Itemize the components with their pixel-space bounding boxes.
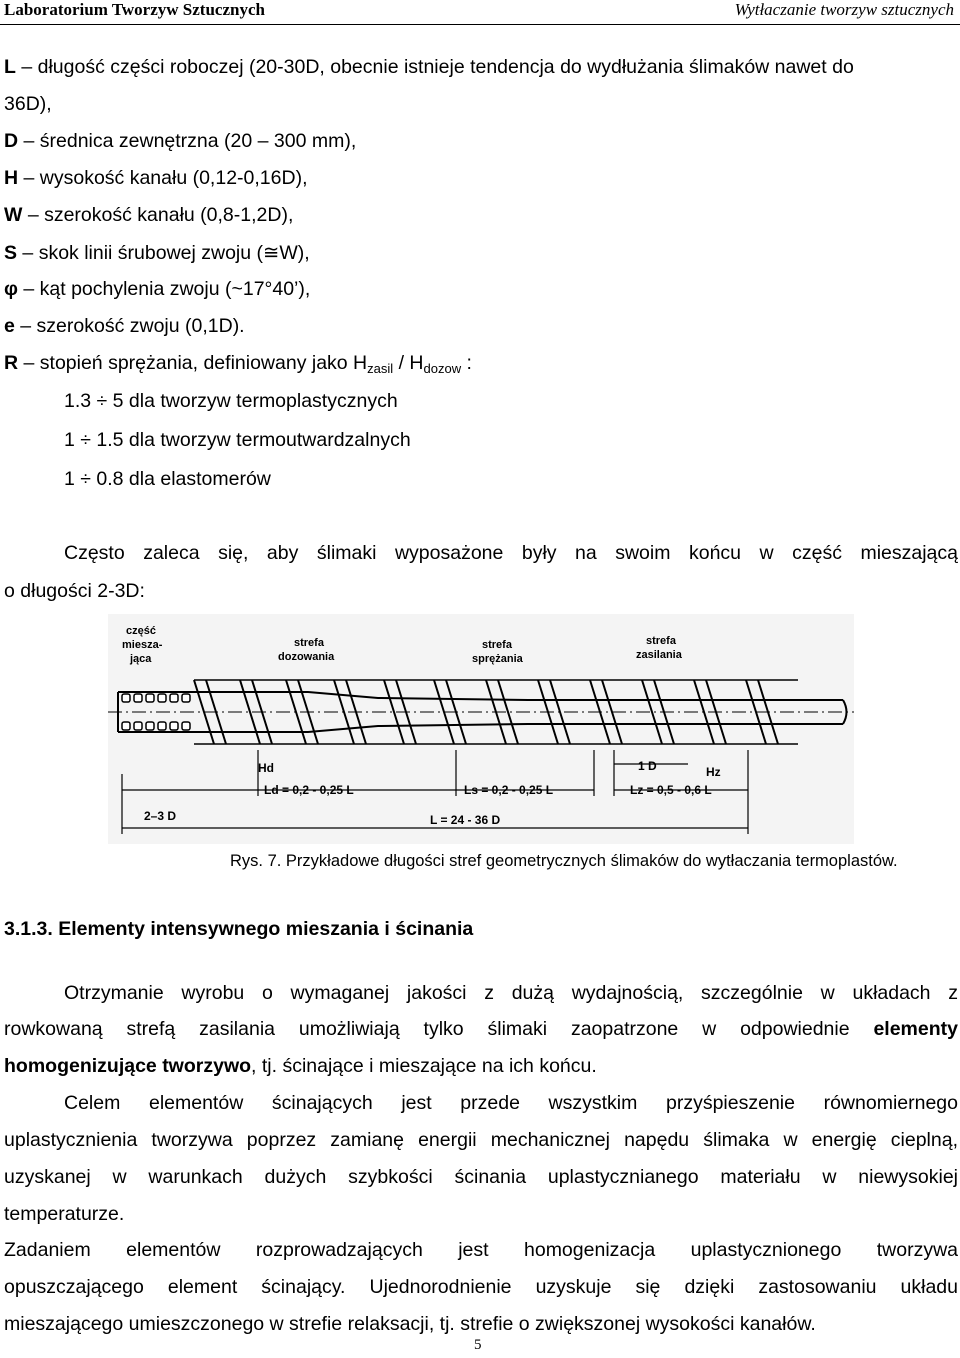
def-text: – długość części roboczej (20-30D, obecnie istnieje tendencja do wydłużania ślimaków nawet do	[15, 56, 854, 78]
def-S	[4, 241, 310, 265]
screw-diagram	[108, 614, 854, 844]
page-number: 5	[474, 1337, 482, 1353]
def-phi	[4, 278, 310, 301]
def-symbol: φ	[4, 278, 18, 300]
para4-line1: Zadaniem elementów rozprowadzających jest homogenizacja uplastycznionego tworzywa	[4, 1239, 958, 1261]
label-dosing-1: strefa	[294, 637, 324, 649]
def-symbol: W	[4, 204, 23, 226]
def-text: – szerokość kanału (0,8-1,2D),	[22, 204, 294, 226]
para1-line1: Często zaleca się, aby ślimaki wyposażone były na swoim końcu w część mieszającą	[64, 542, 958, 564]
para2-line1: Otrzymanie wyrobu o wymaganej jakości z dużą wydajnością, szczególnie w układach z	[64, 982, 958, 1004]
para2-line2-text: rowkowaną strefą zasilania umożliwiają tylko ślimaki zaopatrzone w odpowiednie	[4, 1018, 874, 1040]
def-text: – średnica zewnętrzna (20 – 300 mm),	[18, 130, 357, 152]
def-symbol: R	[4, 352, 19, 374]
para2-line3-text: , tj. ścinające i mieszające na ich końcu.	[251, 1055, 597, 1077]
para3-line2: uplastycznienia tworzywa poprzez zamianę energii mechanicznej napędu ślimaka w energię cieplną,	[4, 1129, 958, 1151]
label-ld: Ld = 0,2 - 0,25 L	[264, 783, 354, 797]
label-feed-1: strefa	[646, 635, 676, 647]
def-symbol: L	[4, 56, 16, 78]
def-text: – wysokość kanału (0,12-0,16D),	[18, 167, 308, 189]
def-L	[4, 56, 854, 79]
def-e	[4, 315, 245, 338]
label-1d: 1 D	[638, 759, 657, 773]
para3-line4: temperaturze.	[4, 1203, 125, 1225]
def-text: – skok linii śrubowej zwoju (≅W),	[17, 242, 310, 264]
def-text: – stopień sprężania, definiowany jako H	[18, 352, 368, 374]
label-feed-2: zasilania	[636, 649, 682, 661]
para2-line2	[4, 1018, 958, 1041]
figure-caption: Rys. 7. Przykładowe długości stref geometrycznych ślimaków do wytłaczania termoplastów.	[230, 852, 898, 870]
label-lz: Lz = 0,5 - 0,6 L	[630, 783, 712, 797]
label-l-total: L = 24 - 36 D	[430, 813, 501, 827]
def-symbol: e	[4, 315, 15, 337]
def-text: – kąt pochylenia zwoju (~17°40’),	[17, 278, 311, 300]
label-mixing-1: część	[126, 625, 156, 637]
def-L-cont: 36D),	[4, 93, 52, 115]
label-compression-1: strefa	[482, 639, 512, 651]
section-title: 3.1.3. Elementy intensywnego mieszania i ścinania	[4, 918, 474, 940]
label-mix-length: 2–3 D	[144, 809, 177, 823]
para2-line2-bold: elementy	[873, 1018, 958, 1040]
def-text-end: :	[461, 352, 472, 374]
def-R	[4, 352, 472, 376]
ratio-thermoset: 1 ÷ 1.5 dla tworzyw termoutwardzalnych	[64, 429, 411, 451]
label-hz: Hz	[706, 765, 721, 779]
page-header	[0, 0, 960, 24]
header-rule	[0, 24, 960, 25]
para3-line1: Celem elementów ścinających jest przede wszystkim przyśpieszenie równomiernego	[64, 1092, 958, 1114]
label-dosing-2: dozowania	[278, 651, 335, 663]
label-compression-2: sprężania	[472, 653, 523, 665]
def-text: – szerokość zwoju (0,1D).	[14, 315, 245, 337]
para2-line3-bold: homogenizujące tworzywo	[4, 1055, 252, 1077]
def-text-mid: / H	[393, 352, 424, 374]
para4-line2: opuszczającego element ścinający. Ujednorodnienie uzyskuje się dzięki zastosowaniu układu	[4, 1276, 958, 1298]
label-ls: Ls = 0,2 - 0,25 L	[464, 783, 554, 797]
para1-line2: o długości 2-3D:	[4, 580, 145, 602]
label-mixing-3: jąca	[130, 653, 152, 665]
para4-line3: mieszającego umieszczonego w strefie relaksacji, tj. strefie o zwiększonej wysokości kanałów.	[4, 1313, 816, 1335]
def-H	[4, 167, 307, 190]
subscript-dozow: dozow	[423, 361, 462, 376]
header-doc-title: Wytłaczanie tworzyw sztucznych	[734, 0, 954, 19]
ratio-thermoplastic: 1.3 ÷ 5 dla tworzyw termoplastycznych	[64, 390, 398, 412]
def-W	[4, 204, 293, 227]
figure-background	[108, 614, 854, 844]
subscript-zasil: zasil	[367, 361, 394, 376]
para2-line3	[4, 1055, 597, 1078]
para3-line3: uzyskanej w warunkach dużych szybkości ścinania uplastycznianego materiału w niewysokiej	[4, 1166, 958, 1188]
label-hd: Hd	[258, 761, 274, 775]
def-symbol: S	[4, 242, 18, 264]
header-lab-title: Laboratorium Tworzyw Sztucznych	[4, 0, 265, 19]
def-symbol: D	[4, 130, 19, 152]
ratio-elastomer: 1 ÷ 0.8 dla elastomerów	[64, 468, 271, 490]
def-symbol: H	[4, 167, 19, 189]
label-mixing-2: miesza-	[122, 639, 163, 651]
def-D	[4, 130, 356, 153]
